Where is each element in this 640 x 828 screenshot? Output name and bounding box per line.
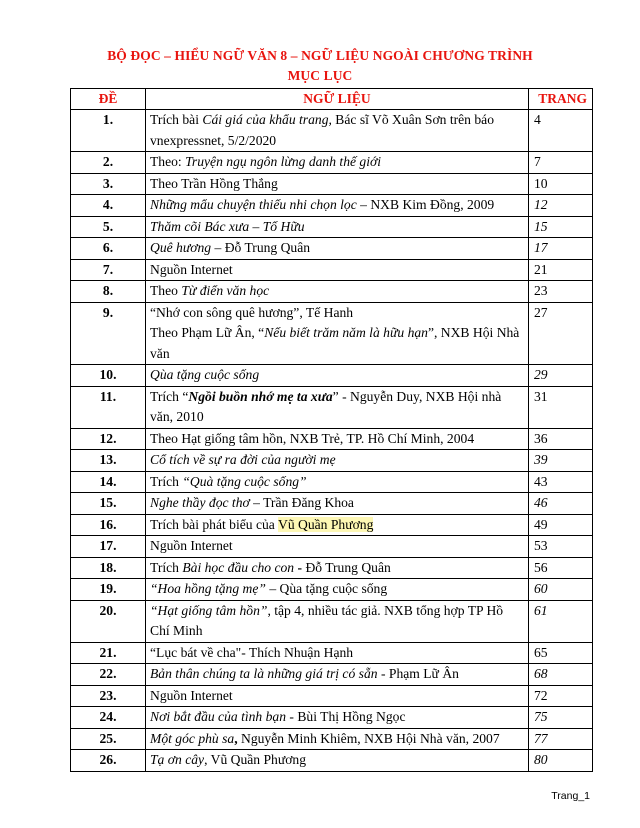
source-text — [146, 728, 529, 750]
table-row — [71, 557, 593, 579]
source-text-part: Trích bài phát biểu của — [150, 516, 278, 532]
entry-number: 17. — [71, 536, 146, 558]
entry-number: 5. — [71, 216, 146, 238]
source-text — [146, 386, 529, 428]
source-text — [146, 195, 529, 217]
source-text-part: Cái giá của khẩu trang, — [202, 112, 332, 127]
document-title: BỘ ĐỌC – HIỂU NGỮ VĂN 8 – NGỮ LIỆU NGOÀI CHƯƠNG TRÌNH — [107, 48, 533, 63]
source-text-part: Một góc phù sa — [150, 730, 235, 746]
entry-number: 13. — [71, 450, 146, 472]
source-text-part: Thăm cõi Bác xưa – Tố Hữu — [150, 218, 305, 234]
source-text — [146, 110, 529, 152]
page-number-cell: 27 — [529, 302, 593, 365]
source-text-part: Bản thân chúng ta là những giá trị có sẵn — [150, 666, 378, 681]
page-number-cell: 61 — [529, 600, 593, 642]
source-text — [146, 281, 529, 303]
page-number-cell: 4 — [529, 110, 593, 152]
entry-number: 15. — [71, 493, 146, 515]
table-row — [71, 642, 593, 664]
page-number-cell: 36 — [529, 428, 593, 450]
table-row — [71, 173, 593, 195]
source-text — [146, 152, 529, 174]
entry-number: 24. — [71, 707, 146, 729]
entry-number: 11. — [71, 386, 146, 428]
page-number: Trang_1 — [551, 790, 590, 802]
source-text — [146, 750, 529, 772]
source-text-part: “Hoa hồng tặng mẹ” — [150, 581, 266, 596]
source-text-part: Vũ Quần Phương — [278, 516, 374, 532]
source-text — [146, 536, 529, 558]
source-text-part: “Quà tặng cuộc sống” — [182, 473, 307, 489]
page-number-cell: 60 — [529, 579, 593, 601]
entry-number: 9. — [71, 302, 146, 365]
page-number-cell: 72 — [529, 685, 593, 707]
table-row — [71, 514, 593, 536]
entry-number: 3. — [71, 173, 146, 195]
page-number-cell: 43 — [529, 471, 593, 493]
source-text — [146, 579, 529, 601]
page-number-cell: 23 — [529, 281, 593, 303]
source-text-part: Từ điển văn học — [181, 283, 270, 298]
toc-heading: MỤC LỤC — [287, 68, 353, 83]
source-text-part: “Nhớ con sông quê hương”, Tế Hanh — [150, 304, 354, 320]
page-number-cell: 7 — [529, 152, 593, 174]
source-text-part: Truyện ngụ ngôn lừng danh thế giới — [185, 154, 382, 169]
source-text — [146, 173, 529, 195]
source-text-part: - Phạm Lữ Ân — [377, 666, 459, 681]
table-row — [71, 238, 593, 260]
table-header-row — [71, 89, 593, 110]
source-text — [146, 664, 529, 686]
page-number-cell: 15 — [529, 216, 593, 238]
page-number-cell: 75 — [529, 707, 593, 729]
entry-number: 4. — [71, 195, 146, 217]
entry-number: 16. — [71, 514, 146, 536]
source-text-part: Theo Trần Hồng Thắng — [150, 175, 278, 191]
source-text-part: Trích — [150, 559, 183, 575]
source-text-part: - Bùi Thị Hồng Ngọc — [286, 709, 406, 724]
source-text-part: , tập 4, nhiều tác giả. NXB tổng hợp TP Hồ Chí Minh — [150, 602, 504, 638]
source-text-part: ”, NXB Hội Nhà văn — [150, 325, 520, 361]
table-row — [71, 536, 593, 558]
source-text-part: Nếu biết trăm năm là hữu hạn — [264, 325, 428, 340]
entry-number: 8. — [71, 281, 146, 303]
source-text-part: Trích — [150, 473, 183, 489]
table-row — [71, 302, 593, 365]
table-row — [71, 386, 593, 428]
toc-body — [71, 110, 593, 772]
page-number-cell: 10 — [529, 173, 593, 195]
page-number-cell: 46 — [529, 493, 593, 515]
source-text-part: Trích bài — [150, 112, 203, 127]
table-row — [71, 216, 593, 238]
source-text-part: Nguồn Internet — [150, 687, 233, 703]
table-row — [71, 281, 593, 303]
source-text — [146, 557, 529, 579]
entry-number: 26. — [71, 750, 146, 772]
page-number-cell: 65 — [529, 642, 593, 664]
entry-number: 10. — [71, 365, 146, 387]
table-row — [71, 707, 593, 729]
page-number-cell: 80 — [529, 750, 593, 772]
table-row — [71, 664, 593, 686]
source-text-part: , — [234, 730, 241, 746]
table-row — [71, 471, 593, 493]
column-header-de: ĐỀ — [71, 89, 146, 110]
source-text-part: Nguyễn Minh Khiêm, NXB Hội Nhà văn, 2007 — [241, 730, 500, 746]
source-text — [146, 600, 529, 642]
source-text-part: Đỗ Trung Quân — [305, 559, 391, 575]
source-text-part: Quê hương — [150, 240, 212, 255]
entry-number: 1. — [71, 110, 146, 152]
source-text — [146, 471, 529, 493]
source-text-part: Theo: — [150, 154, 186, 169]
entry-number: 25. — [71, 728, 146, 750]
source-text — [146, 707, 529, 729]
page-number-cell: 68 — [529, 664, 593, 686]
source-text-part: “Hạt giống tâm hồn” — [150, 602, 268, 618]
source-text-part: Tạ ơn cây — [150, 752, 205, 767]
source-text-part: – Đỗ Trung Quân — [211, 240, 311, 255]
page-number-cell: 17 — [529, 238, 593, 260]
source-text — [146, 216, 529, 238]
source-text — [146, 259, 529, 281]
source-text-part: - — [294, 559, 306, 575]
entry-number: 14. — [71, 471, 146, 493]
source-text-part: – Trần Đăng Khoa — [249, 495, 354, 510]
source-text-part: – Qùa tặng cuộc sống — [265, 581, 388, 596]
page-number-cell: 56 — [529, 557, 593, 579]
source-text-part: “Lục bát về cha"- Thích Nhuận Hạnh — [150, 644, 354, 660]
table-row — [71, 110, 593, 152]
source-text — [146, 493, 529, 515]
table-row — [71, 728, 593, 750]
table-row — [71, 428, 593, 450]
page-number-cell: 53 — [529, 536, 593, 558]
page-number-cell: 29 — [529, 365, 593, 387]
source-text-part: Những mẩu chuyện thiếu nhi chọn lọc — [150, 197, 357, 212]
page-number-cell: 31 — [529, 386, 593, 428]
source-text-part: Bài học đầu cho con — [182, 559, 295, 575]
source-text-part: Bác sĩ Võ Xuân Sơn trên báo vnexpressnet, 5/2/2020 — [150, 112, 494, 148]
source-text — [146, 365, 529, 387]
source-text — [146, 642, 529, 664]
source-text-part: Cổ tích về sự ra đời của người mẹ — [150, 452, 336, 467]
source-text-part: Ngồi buồn nhớ mẹ ta xưa — [188, 388, 333, 404]
table-row — [71, 152, 593, 174]
table-row — [71, 493, 593, 515]
entry-number: 20. — [71, 600, 146, 642]
source-text — [146, 238, 529, 260]
source-text — [146, 302, 529, 365]
page-number-cell: 49 — [529, 514, 593, 536]
column-header-ngu-lieu: NGỮ LIỆU — [146, 89, 529, 110]
entry-number: 22. — [71, 664, 146, 686]
source-text-part: Nguồn Internet — [150, 538, 233, 553]
source-text-part: Nơi bắt đầu của tình bạn — [150, 709, 287, 724]
source-text-part: Trích “ — [150, 388, 189, 404]
entry-number: 12. — [71, 428, 146, 450]
entry-number: 2. — [71, 152, 146, 174]
source-text-part: , Vũ Quần Phương — [204, 752, 306, 767]
source-text-part: – NXB Kim Đồng, 2009 — [356, 197, 495, 212]
table-row — [71, 579, 593, 601]
source-text — [146, 685, 529, 707]
page-number-cell: 39 — [529, 450, 593, 472]
table-row — [71, 365, 593, 387]
source-text-part: Nghe thầy đọc thơ — [150, 495, 250, 510]
source-text-part: ” - Nguyễn Duy, NXB Hội nhà văn, 2010 — [150, 388, 502, 424]
source-text — [146, 450, 529, 472]
table-row — [71, 450, 593, 472]
source-text — [146, 428, 529, 450]
table-row — [71, 600, 593, 642]
column-header-trang: TRANG — [529, 89, 593, 110]
table-row — [71, 685, 593, 707]
source-text-part: Qùa tặng cuộc sống — [150, 367, 260, 382]
table-row — [71, 259, 593, 281]
source-text-part: Nguồn Internet — [150, 261, 233, 277]
source-text — [146, 514, 529, 536]
table-row — [71, 195, 593, 217]
entry-number: 18. — [71, 557, 146, 579]
table-row — [71, 750, 593, 772]
entry-number: 7. — [71, 259, 146, 281]
entry-number: 19. — [71, 579, 146, 601]
page-number-cell: 77 — [529, 728, 593, 750]
page-number-cell: 21 — [529, 259, 593, 281]
source-text-part: Theo — [150, 283, 182, 298]
entry-number: 23. — [71, 685, 146, 707]
toc-table — [70, 88, 593, 772]
source-text-part: Theo Phạm Lữ Ân, “ — [150, 325, 265, 340]
page-number-cell: 12 — [529, 195, 593, 217]
entry-number: 6. — [71, 238, 146, 260]
entry-number: 21. — [71, 642, 146, 664]
source-text-part: Theo Hạt giống tâm hồn, NXB Trẻ, TP. Hồ Chí Minh, 2004 — [150, 430, 475, 446]
